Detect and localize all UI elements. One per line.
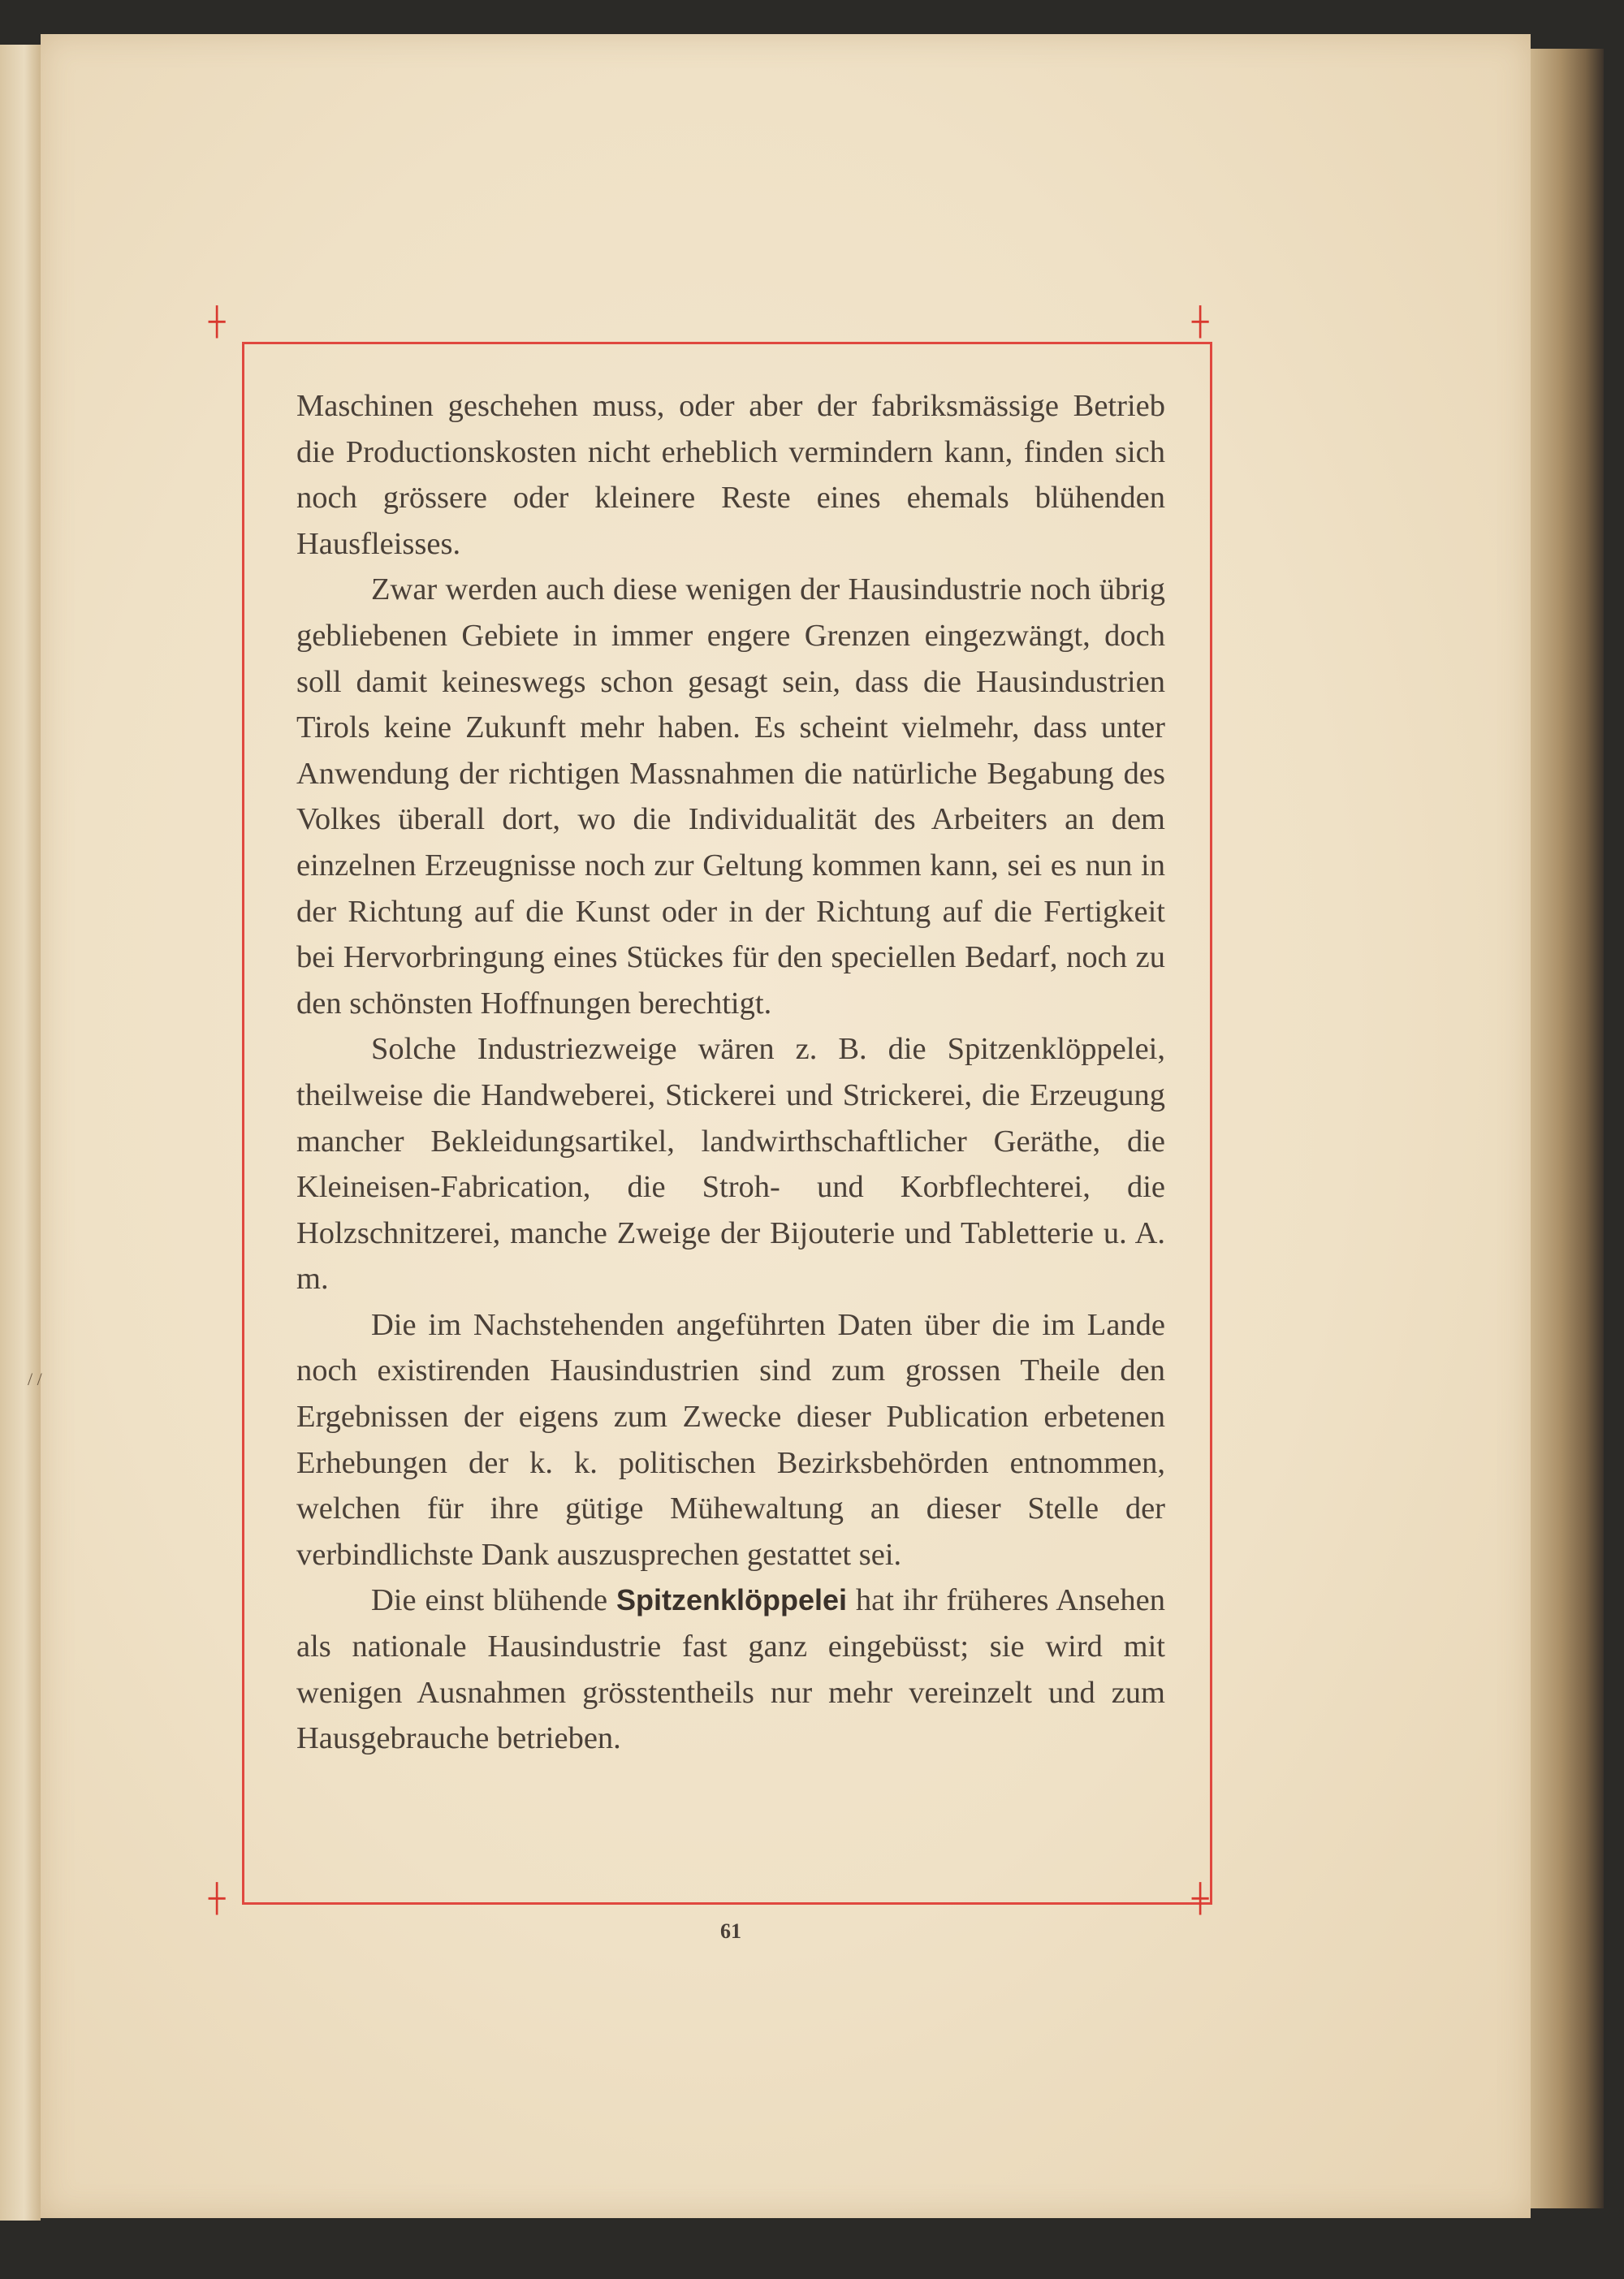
paragraph-last [296,1578,1165,1761]
paragraph: Die im Nachstehenden angeführten Daten über die im Lande noch existirenden Hausindustrien sind zum grossen Theile den Ergebnissen der eigens zum Zwecke dieser Publication erbetenen Erhebungen der k. k. politischen Bezirksbehörden entnommen, welchen für ihre gütige Mühewaltung an dieser Stelle der verbindlichste Dank auszusprechen gestattet sei. [296,1307,1165,1572]
corner-ornament-top-left-icon: ┼ [209,306,226,339]
margin-annotation: / / [28,1369,42,1389]
corner-ornament-bottom-left-icon: ┼ [209,1883,226,1915]
body-text [296,383,1165,1762]
paragraph-text-start: Die einst blühende [371,1583,616,1618]
page-stack-edge [1531,49,1604,2208]
corner-ornament-bottom-right-icon: ┼ [1192,1883,1209,1915]
bold-term: Spitzenklöppelei [616,1583,848,1617]
paragraph: Zwar werden auch diese wenigen der Hausindustrie noch übrig gebliebenen Gebiete in immer engere Grenzen eingezwängt, doch soll damit keineswegs schon gesagt sein, dass die Hausindustrien Tirols keine Zukunft mehr haben. Es scheint vielmehr, dass unter Anwendung der richtigen Massnahmen die natürliche Begabung des Volkes überall dort, wo die Individualität des Arbeiters an dem einzelnen Erzeugnisse noch zur Geltung kommen kann, sei es nun in der Richtung auf die Kunst oder in der Richtung auf die Fertigkeit bei Hervorbringung eines Stückes für den speciellen Bedarf, noch zu den schönsten Hoffnungen berechtigt. [296,572,1165,1021]
corner-ornament-top-right-icon: ┼ [1192,306,1209,339]
paragraph: Maschinen geschehen muss, oder aber der fabriksmässige Betrieb die Productionskosten nicht erheblich vermindern kann, finden sich noch grössere oder kleinere Reste eines ehemals blühenden Hausfleisses. [296,389,1165,561]
paragraph-text-end: hat ihr früheres Ansehen als nationale Hausindustrie fast ganz eingebüsst; sie wird mit wenigen Ausnahmen grösstentheils nur mehr vereinzelt und zum Hausgebrauche betrieben. [296,1583,1165,1756]
page-number: 61 [720,1919,741,1943]
facing-page-edge [0,45,41,2221]
paragraph: Solche Industriezweige wären z. B. die Spitzenklöppelei, theilweise die Handweberei, Stickerei und Strickerei, die Erzeugung mancher Bekleidungsartikel, landwirthschaftlicher Geräthe, die Kleineisen-Fabrication, die Stroh- und Korbflechterei, die Holzschnitzerei, manche Zweige der Bijouterie und Tabletterie u. A. m. [296,1032,1165,1297]
